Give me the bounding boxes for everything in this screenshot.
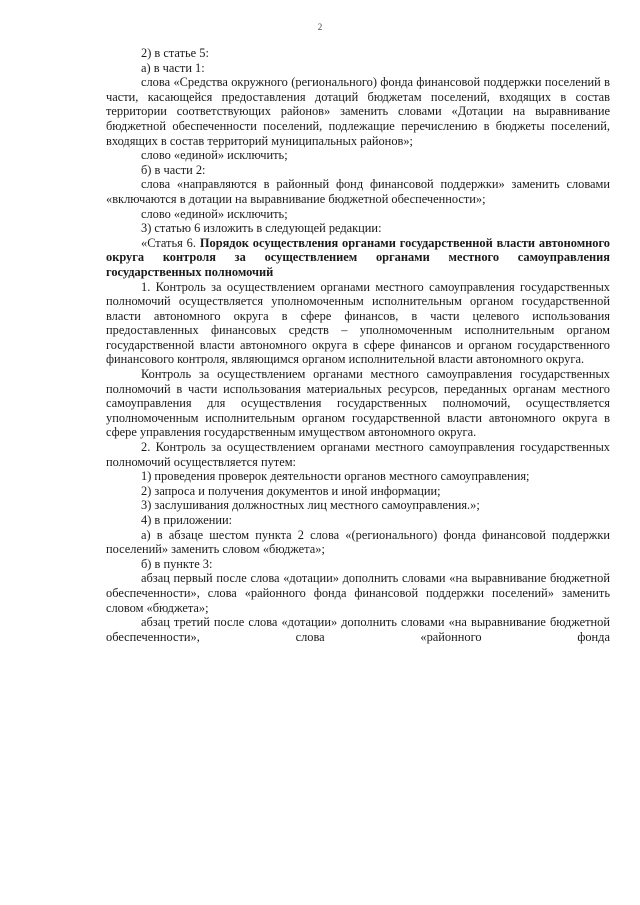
article-heading <box>106 236 610 280</box>
paragraph: Контроль за осуществлением органами местного самоуправления государственных полномочий в части использования материальных ресурсов, переданных органам местного самоуправления для осуществления государственных полномочий, осуществляется уполномоченным исполнительным органом государственной власти автономного округа в сфере управления государственным имуществом автономного округа. <box>106 367 610 440</box>
paragraph: слова «Средства окружного (регионального) фонда финансовой поддержки поселений в части, касающейся предоставления дотаций бюджетам поселений, входящих в состав территории соответствующих районов» заменить словами «Дотации на выравнивание бюджетной обеспеченности поселений, подлежащие перечислению в бюджеты поселений, входящих в состав территорий муниципальных районов»; <box>106 75 610 148</box>
paragraph: б) в пункте 3: <box>141 556 213 571</box>
paragraph: 1. Контроль за осуществлением органами местного самоуправления государственных полномочий осуществляется уполномоченным исполнительным органом государственной власти автономного округа в сфере финансов, в части целевого использования предоставленных финансовых средств – уполномоченным исполнительным органом государственной власти автономного округа в сфере финансов и органом государственного финансового контроля, являющимся органом исполнительной власти автономного округа. <box>106 279 610 367</box>
paragraph: 3) статью 6 изложить в следующей редакции: <box>141 221 382 236</box>
paragraph: 1) проведения проверок деятельности органов местного самоуправления; <box>141 469 530 484</box>
paragraph: а) в абзаце шестом пункта 2 слова «(регионального) фонда финансовой поддержки поселений» заменить словом «бюджета»; <box>106 527 610 557</box>
paragraph: б) в части 2: <box>141 162 206 177</box>
paragraph: слова «направляются в районный фонд финансовой поддержки» заменить словами «включаются в дотации на выравнивание бюджетной обеспеченности»; <box>106 177 610 206</box>
article-label: «Статья 6. <box>141 235 200 250</box>
paragraph: слово «единой» исключить; <box>141 206 288 221</box>
paragraph: 2) запроса и получения документов и иной информации; <box>141 483 441 498</box>
paragraph: 2) в статье 5: <box>141 46 209 60</box>
paragraph: 4) в приложении: <box>141 513 233 527</box>
paragraph: а) в части 1: <box>141 60 205 75</box>
paragraph: слово «единой» исключить; <box>141 148 288 163</box>
paragraph: 3) заслушивания должностных лиц местного самоуправления.»; <box>141 498 480 513</box>
article-title: Порядок осуществления органами государственной власти автономного округа контроля за осуществлением органами местного самоуправления государственных полномочий <box>106 235 611 279</box>
paragraph: абзац первый после слова «дотации» дополнить словами «на выравнивание бюджетной обеспеченности», слова «районного фонда финансовой поддержки поселений» заменить словом «бюджета»; <box>106 571 610 615</box>
document-body <box>106 46 610 644</box>
paragraph: абзац третий после слова «дотации» дополнить словами «на выравнивание бюджетной обеспеченности», слова «районного фонда <box>106 615 610 644</box>
page-number: 2 <box>317 22 323 32</box>
paragraph: 2. Контроль за осуществлением органами местного самоуправления государственных полномочий осуществляется путем: <box>106 440 610 469</box>
